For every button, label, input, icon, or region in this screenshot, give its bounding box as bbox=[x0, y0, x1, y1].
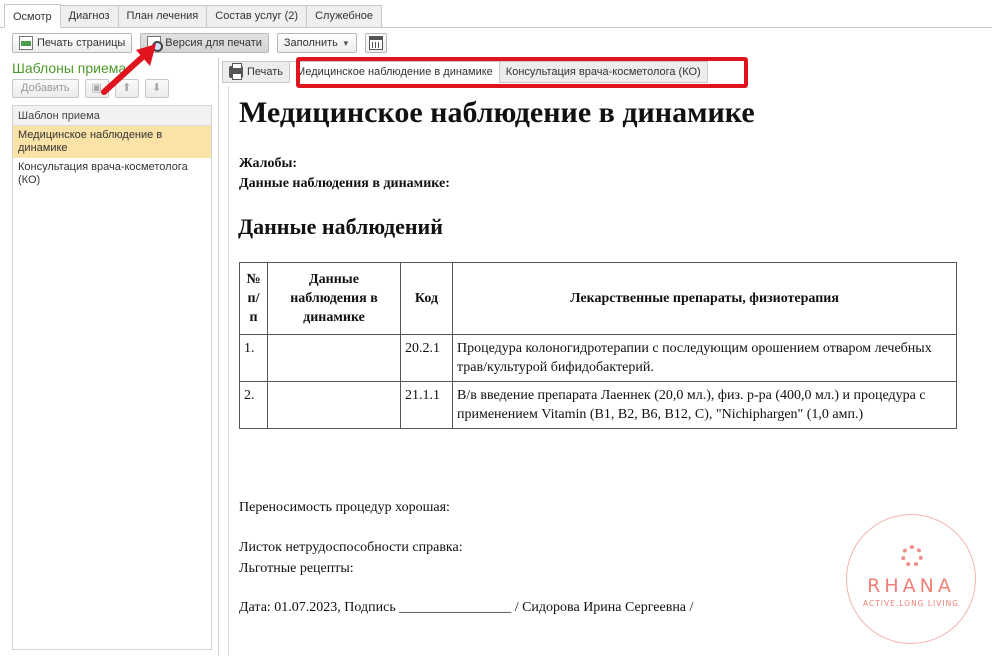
print-version-label: Версия для печати bbox=[165, 37, 262, 49]
row-num: 1. bbox=[240, 335, 268, 382]
fill-label: Заполнить bbox=[283, 37, 338, 49]
template-list-header: Шаблон приема bbox=[13, 106, 211, 126]
row-drugs: Процедура колоногидротерапии с последующим орошением отваром лечебных трав/культурой бифидобактерий. bbox=[453, 335, 957, 382]
document-title: Медицинское наблюдение в динамике bbox=[239, 96, 755, 129]
watermark-tagline: ACTIVE.LONG LIVING bbox=[862, 599, 960, 608]
list-item[interactable]: Медицинское наблюдение в динамике bbox=[13, 126, 211, 158]
tab-dynamics[interactable]: Медицинское наблюдение в динамике bbox=[289, 61, 500, 83]
table-row bbox=[240, 335, 957, 382]
sick-leave-line: Листок нетрудоспособности справка: bbox=[239, 540, 463, 555]
list-item[interactable]: Консультация врача-косметолога (КО) bbox=[18, 161, 188, 186]
col-num-header: № п/п bbox=[240, 263, 268, 335]
row-obs bbox=[268, 335, 401, 382]
red-arrow-annotation bbox=[98, 38, 168, 98]
section-title: Данные наблюдений bbox=[238, 214, 443, 239]
dynamics-label: Данные наблюдения в динамике: bbox=[239, 176, 450, 191]
arrow-up-icon: ⬆ bbox=[122, 82, 132, 94]
arrow-down-icon: ⬇ bbox=[152, 82, 162, 94]
col-drugs-header: Лекарственные препараты, физиотерапия bbox=[453, 263, 957, 335]
col-code-header: Код bbox=[401, 263, 453, 335]
add-copy-icon: ▣ bbox=[91, 82, 102, 94]
row-num: 2. bbox=[240, 382, 268, 429]
print-button[interactable] bbox=[222, 61, 290, 83]
sun-logo-icon bbox=[901, 545, 923, 567]
tolerance-line: Переносимость процедур хорошая: bbox=[239, 500, 450, 515]
table-header-row bbox=[240, 263, 957, 335]
calendar-icon bbox=[369, 36, 383, 50]
row-obs bbox=[268, 382, 401, 429]
tab-diagnoz[interactable]: Диагноз bbox=[60, 5, 119, 27]
row-drugs: В/в введение препарата Лаеннек (20,0 мл.), физ. р-ра (400,0 мл.) и процедура с применением Vitamin (B1, B2, B6, B12, C), "Nichiphargen" (1,0 амп.) bbox=[453, 382, 957, 429]
print-label: Печать bbox=[247, 66, 284, 78]
prescriptions-line: Льготные рецепты: bbox=[239, 561, 354, 576]
print-page-icon bbox=[19, 36, 33, 50]
fill-dropdown-button[interactable] bbox=[277, 33, 357, 53]
observations-table bbox=[239, 262, 957, 429]
add-template-button[interactable]: Добавить bbox=[12, 79, 79, 98]
rhana-watermark-logo bbox=[846, 514, 976, 644]
calendar-button[interactable] bbox=[365, 33, 387, 53]
complaints-label: Жалобы: bbox=[239, 156, 298, 171]
signature-line: Дата: 01.07.2023, Подпись ________________ / Сидорова Ирина Сергеевна / bbox=[239, 600, 694, 615]
tab-services[interactable]: Состав услуг (2) bbox=[206, 5, 307, 27]
templates-title: Шаблоны приема bbox=[12, 60, 127, 76]
watermark-name: RHANA bbox=[867, 575, 955, 597]
row-code: 21.1.1 bbox=[401, 382, 453, 429]
tab-service-info[interactable]: Служебное bbox=[306, 5, 382, 27]
row-code: 20.2.1 bbox=[401, 335, 453, 382]
table-row bbox=[240, 382, 957, 429]
tab-cosmetologist[interactable]: Консультация врача-косметолога (КО) bbox=[499, 61, 708, 83]
col-obs-header: Данные наблюдения в динамике bbox=[268, 263, 401, 335]
tab-osmotr[interactable]: Осмотр bbox=[4, 4, 61, 28]
chevron-down-icon: ▼ bbox=[341, 38, 350, 48]
printer-icon bbox=[229, 66, 243, 78]
template-list bbox=[12, 105, 212, 650]
main-tab-bar bbox=[0, 0, 992, 28]
tab-plan[interactable]: План лечения bbox=[118, 5, 208, 27]
tabs-highlight-annotation bbox=[296, 57, 748, 88]
toolbar bbox=[12, 32, 387, 54]
print-page-label: Печать страницы bbox=[37, 37, 126, 49]
